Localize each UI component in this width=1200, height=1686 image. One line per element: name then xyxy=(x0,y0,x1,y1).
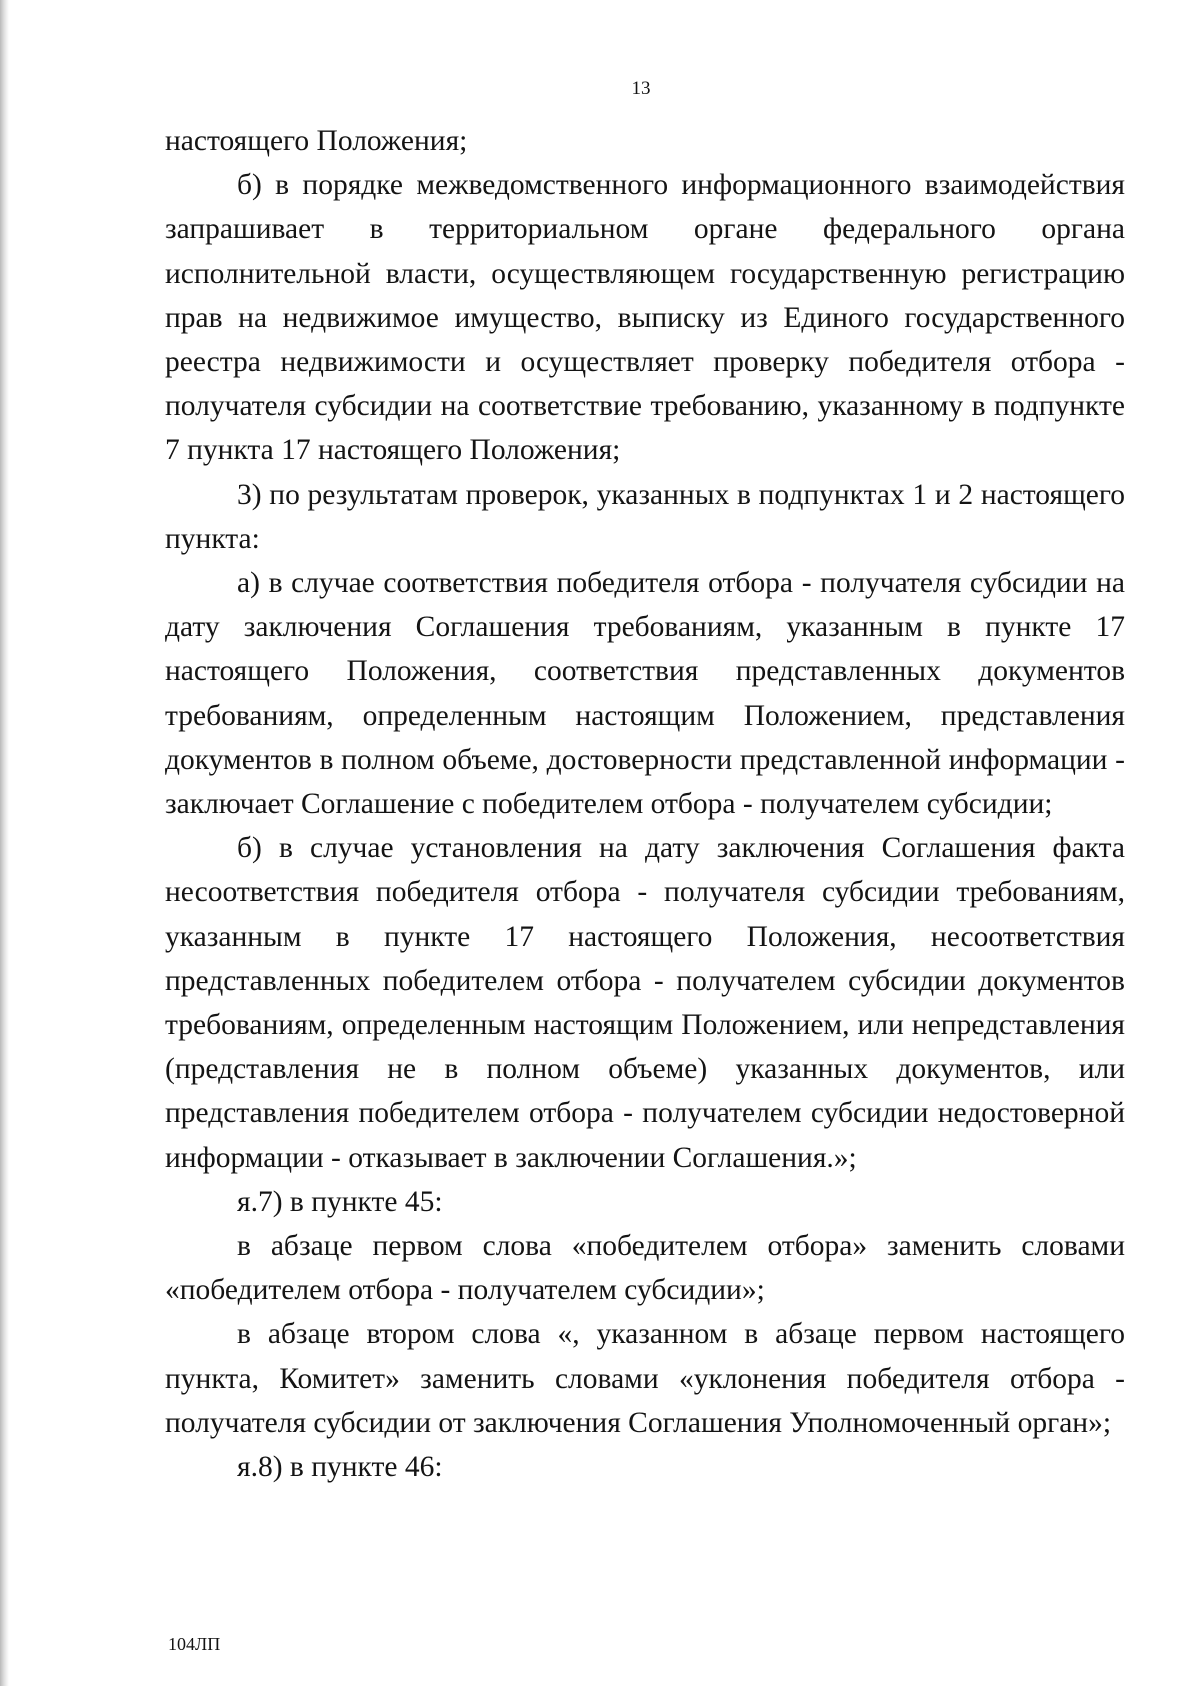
paragraph: а) в случае соответствия победителя отбора - получателя субсидии на дату заключения Соглашения требованиям, указанным в пункте 17 настоящего Положения, соответствия представленных документов требованиям, определенным настоящим Положением, представления документов в полном объеме, достоверности представленной информации - заключает Соглашение с победителем отбора - получателем субсидии; xyxy=(165,567,1125,821)
page-number: 13 xyxy=(631,78,651,99)
paragraph: я.7) в пункте 45: xyxy=(237,1185,443,1218)
paragraph: 3) по результатам проверок, указанных в подпунктах 1 и 2 настоящего пункта: xyxy=(165,478,1125,555)
paragraph: настоящего Положения; xyxy=(165,125,468,157)
paragraph: я.8) в пункте 46: xyxy=(237,1451,443,1484)
paragraph: в абзаце первом слова «победителем отбора» заменить словами «победителем отбора - получателем субсидии»; xyxy=(165,1230,1125,1307)
paragraph: б) в случае установления на дату заключения Соглашения факта несоответствия победителя отбора - получателя субсидии требованиям, указанным в пункте 17 настоящего Положения, несоответствия представленных победителем отбора - получателем субсидии документов требованиям, определенным настоящим Положением, или непредставления (представления не в полном объеме) указанных документов, или представления победителем отбора - получателем субсидии недостоверной информации - отказывает в заключении Соглашения.»; xyxy=(165,832,1125,1174)
scan-edge-shadow xyxy=(0,0,9,1686)
paragraph: б) в порядке межведомственного информационного взаимодействия запрашивает в территориальном органе федерального органа исполнительной власти, осуществляющем государственную регистрацию прав на недвижимое имущество, выписку из Единого государственного реестра недвижимости и осуществляет проверку победителя отбора - получателя субсидии на соответствие требованию, указанному в подпункте 7 пункта 17 настоящего Положения; xyxy=(165,169,1125,467)
document-code: 104ЛП xyxy=(168,1634,221,1654)
paragraph: в абзаце втором слова «, указанном в абзаце первом настоящего пункта, Комитет» заменить словами «уклонения победителя отбора - получателя субсидии от заключения Соглашения Уполномоченный орган»; xyxy=(165,1318,1125,1439)
document-body xyxy=(165,119,1125,1489)
